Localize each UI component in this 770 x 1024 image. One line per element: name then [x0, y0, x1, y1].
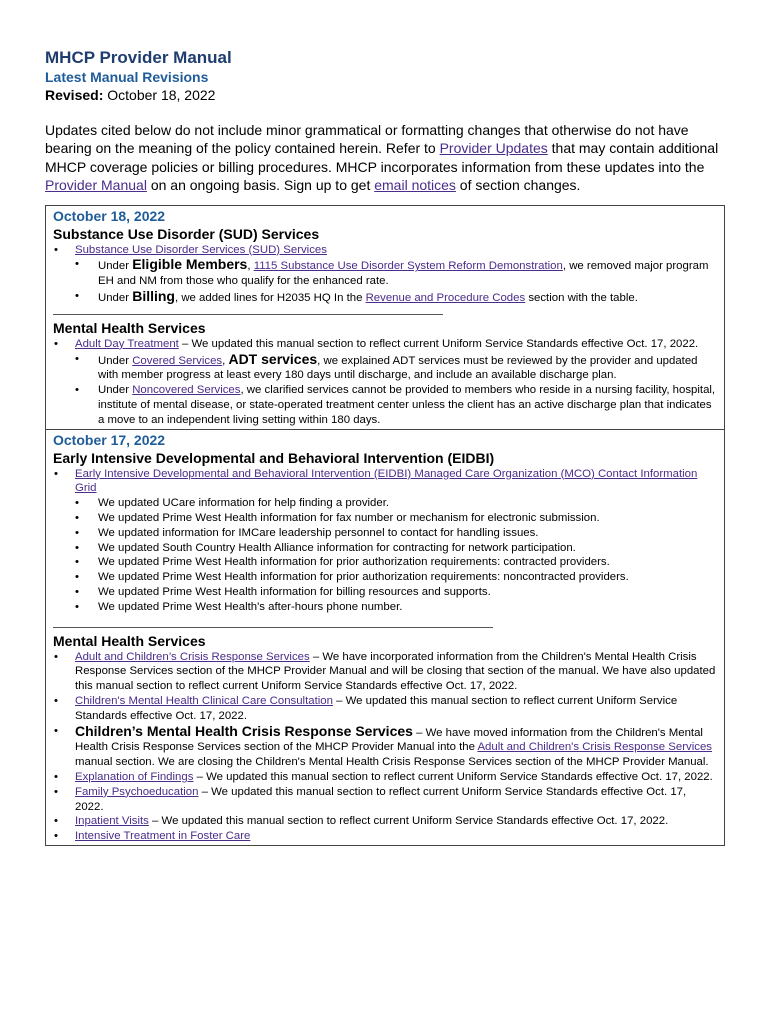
list-item [53, 724, 716, 770]
revised-date: October 18, 2022 [107, 87, 216, 103]
mental-health-heading: Mental Health Services [53, 319, 206, 336]
list-item: • We updated Prime West Health's after-hours phone number. [53, 600, 716, 615]
list-item: • We updated Prime West Health information for fax number or mechanism for electronic submission. [53, 511, 716, 526]
list-item [53, 383, 716, 427]
intro-text-1: Updates cited below do not include minor grammatical or formatting changes that otherwise do not have bearing on the meaning of the policy contained herein. Refer to [45, 122, 689, 157]
page-title: MHCP Provider Manual [45, 48, 232, 67]
text: , [247, 260, 254, 273]
list-item [53, 829, 716, 844]
eidbi-mco-grid-link[interactable]: Early Intensive Developmental and Behavioral Intervention (EIDBI) Managed Care Organization (MCO) Contact Information Grid [75, 467, 698, 495]
text: Under [98, 354, 133, 367]
covered-services-link[interactable]: Covered Services [132, 354, 223, 367]
text: , we removed major program EH and NM from those who qualify for the enhanced rate. [98, 260, 709, 288]
text: Under [98, 292, 133, 305]
section-oct-18 [46, 206, 724, 429]
text: – We have moved information from the Children's Mental Health Crisis Response Services section of the MHCP Provider Manual into the [75, 726, 703, 754]
revenue-procedure-codes-link[interactable]: Revenue and Procedure Codes [365, 292, 526, 305]
inpatient-visits-link[interactable]: Inpatient Visits [75, 815, 149, 828]
provider-manual-link[interactable]: Provider Manual [45, 177, 147, 194]
text: , [222, 354, 229, 367]
adult-day-treatment-link[interactable]: Adult Day Treatment [75, 337, 179, 350]
list-item [53, 352, 716, 384]
provider-updates-link[interactable]: Provider Updates [439, 140, 548, 157]
text: , we explained ADT services must be reviewed by the provider and updated with member progress at least every 180 days until discharge, and include an available discharge plan. [98, 354, 698, 382]
text: Under [98, 260, 133, 273]
sud-services-link[interactable]: Substance Use Disorder Services (SUD) Services [75, 243, 327, 256]
intensive-treatment-foster-care-link[interactable]: Intensive Treatment in Foster Care [75, 830, 251, 843]
text: – We updated this manual section to reflect current Uniform Service Standards effective Oct. 17, 2022. [178, 337, 699, 350]
list-item: • We updated information for IMCare leadership personnel to contact for handling issues. [53, 526, 716, 541]
list-item: • We updated Prime West Health information for prior authorization requirements: noncontracted providers. [53, 570, 716, 585]
text: , we clarified services cannot be provided to members who reside in a nursing facility, hospital, institute of mental disease, or state-operated treatment center unless the client has an active discharge plan that indicates a move to an independent living setting within 180 days. [98, 384, 716, 426]
adt-services-term: ADT services [228, 350, 318, 367]
list-item [53, 785, 716, 815]
family-psychoeducation-link[interactable]: Family Psychoeducation [75, 785, 199, 798]
manual-page [45, 48, 725, 846]
section-date: October 17, 2022 [53, 431, 166, 448]
list-item [53, 289, 716, 306]
text: – We updated this manual section to reflect current Uniform Service Standards effective Oct. 17, 2022. [75, 694, 678, 722]
list-item [53, 694, 716, 724]
divider [53, 615, 493, 628]
sud-heading: Substance Use Disorder (SUD) Services [53, 225, 320, 242]
intro-text-3: on an ongoing basis. Sign up to get [146, 177, 375, 194]
crisis-response-link[interactable]: Adult and Children’s Crisis Response Services [75, 650, 310, 663]
text: manual section. We are closing the Children's Mental Health Crisis Response Services section of the MHCP Provider Manual. [75, 756, 709, 769]
intro-text-2: that may contain additional MHCP coverage policies or billing procedures. MHCP incorporates information from these updates into the [45, 140, 719, 175]
revised-line [45, 86, 725, 104]
page-subtitle: Latest Manual Revisions [45, 69, 209, 85]
adult-children-crisis-link[interactable]: Adult and Children's Crisis Response Services [477, 741, 712, 754]
list-item [53, 243, 716, 306]
text: Under [98, 384, 133, 397]
revisions-table [45, 205, 725, 846]
list-item: • We updated UCare information for help finding a provider. [53, 496, 716, 511]
email-notices-link[interactable]: email notices [374, 177, 456, 194]
intro-paragraph [45, 121, 725, 195]
eidbi-heading: Early Intensive Developmental and Behavioral Intervention (EIDBI) [53, 449, 495, 466]
divider [53, 306, 443, 315]
clinical-care-consultation-link[interactable]: Children's Mental Health Clinical Care Consultation [75, 694, 333, 707]
list-item [53, 770, 716, 785]
list-item [53, 814, 716, 829]
list-item [53, 650, 716, 694]
mental-health-heading: Mental Health Services [53, 632, 206, 649]
intro-text-4: of section changes. [455, 177, 581, 194]
section-oct-17 [46, 429, 724, 845]
list-item [53, 257, 716, 289]
list-item [53, 337, 716, 428]
list-item: • We updated South Country Health Alliance information for contracting for network participation. [53, 541, 716, 556]
text: , we added lines for H2035 HQ In the [174, 292, 366, 305]
revised-label: Revised: [45, 87, 104, 103]
text: section with the table. [525, 292, 638, 305]
section-date: October 18, 2022 [53, 207, 166, 224]
eligible-members-term: Eligible Members [132, 256, 248, 273]
sud-reform-demo-link[interactable]: 1115 Substance Use Disorder System Reform Demonstration [253, 260, 563, 273]
billing-term: Billing [132, 288, 175, 305]
text: – We updated this manual section to reflect current Uniform Service Standards effective Oct. 17, 2022. [148, 815, 669, 828]
list-item [53, 467, 716, 615]
text: – We updated this manual section to reflect current Uniform Service Standards effective Oct. 17, 2022. [193, 770, 713, 783]
text: – We have incorporated information from the Children's Mental Health Crisis Response Services section of the MHCP Provider Manual and will be closing that section of the manual. We have also updated this manual section to reflect current Uniform Service Standards effective Oct. 17, 2022. [75, 650, 716, 693]
text: – We updated this manual section to reflect current Uniform Service Standards effective Oct. 17, 2022. [75, 785, 687, 813]
list-item: • We updated Prime West Health information for billing resources and supports. [53, 585, 716, 600]
noncovered-services-link[interactable]: Noncovered Services [132, 384, 241, 397]
childrens-crisis-term: Children’s Mental Health Crisis Response Services [75, 722, 413, 739]
list-item: • We updated Prime West Health information for prior authorization requirements: contracted providers. [53, 555, 716, 570]
explanation-of-findings-link[interactable]: Explanation of Findings [75, 770, 194, 783]
